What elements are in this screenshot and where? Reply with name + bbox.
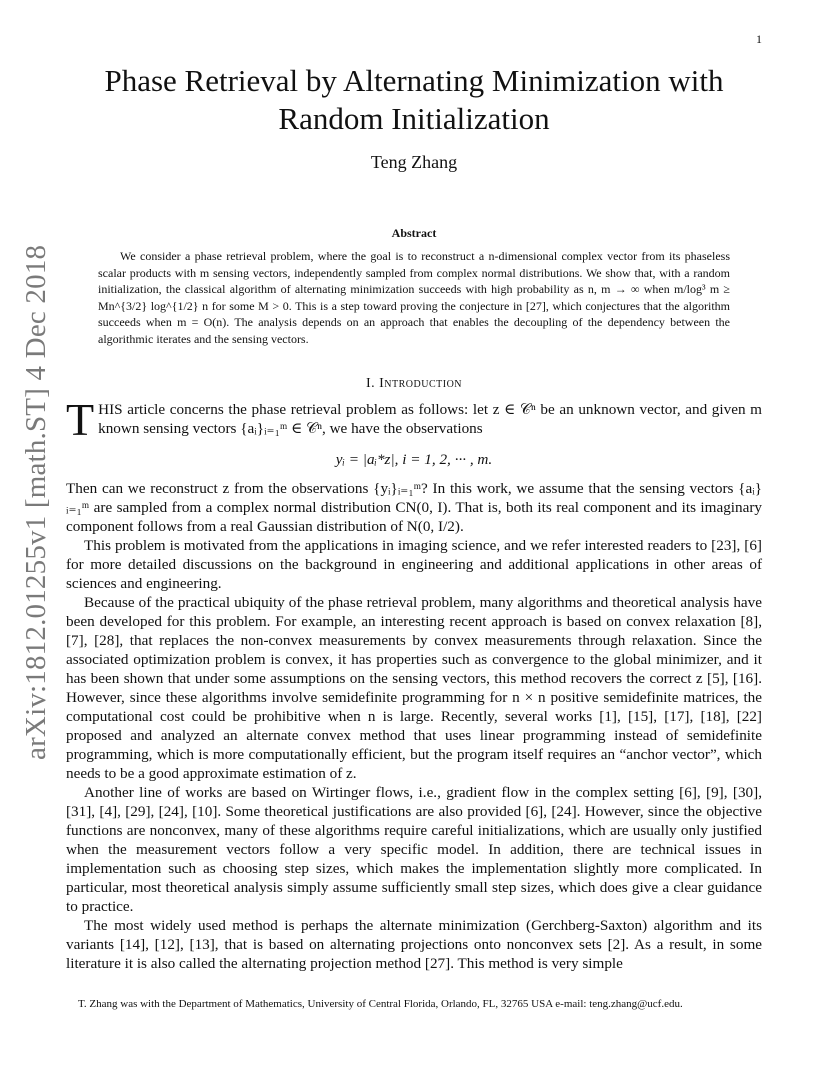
- author-name: Teng Zhang: [370, 152, 458, 172]
- arxiv-identifier: arXiv:1812.01255v1 [math.ST] 4 Dec 2018: [20, 244, 52, 760]
- page-number: 1: [756, 32, 762, 46]
- abstract-text: We consider a phase retrieval problem, where the goal is to reconstruct a n-dimensional complex vector from its phaseless scalar products with m sensing vectors, independently sampled from complex normal distributions. We show that, with a random initialization, the classical algorithm of alternating minimization succeeds with high probability as n, m → ∞ when m/log³ m ≥ Mn^{3/2} log^{1/2} n for some M > 0. This is a step toward proving the conjecture in [27], which conjectures that the algorithm succeeds when m = O(n). The analysis depends on an approach that enables the decoupling of the dependency between the algorithmic iterates and the sensing vectors.: [98, 249, 730, 346]
- abstract-heading: Abstract: [391, 226, 437, 240]
- drop-cap: T: [66, 394, 95, 445]
- paragraph-6: The most widely used method is perhaps the alternate minimization (Gerchberg-Saxton) algorithm and its variants [14], [12], [13], that is based on alternating projections onto nonconvex sets [2]. As a result, in some literature it is also called the alternating projection method [27]. This method is very simple: [66, 917, 762, 972]
- paragraph-1: [66, 394, 762, 445]
- section-title: Introduction: [379, 376, 463, 391]
- paragraph-2: Then can we reconstruct z from the observations {yᵢ}ᵢ₌₁ᵐ? In this work, we assume that the sensing vectors {aᵢ}ᵢ₌₁ᵐ are sampled from a complex normal distribution CN(0, I). That is, both its real component and its imaginary component follows from a real Gaussian distribution of N(0, I/2).: [66, 480, 762, 535]
- paragraph-3: This problem is motivated from the applications in imaging science, and we refer interested readers to [23], [6] for more detailed discussions on the background in engineering and additional applications in other areas of sciences and engineering.: [66, 537, 762, 592]
- paragraph-1-text: HIS article concerns the phase retrieval problem as follows: let z ∈ 𝒞ⁿ be an unknown vector, and given m known sensing vectors {aᵢ}ᵢ₌₁ᵐ ∈ 𝒞ⁿ, we have the observations: [98, 401, 762, 437]
- paper-title: Phase Retrieval by Alternating Minimization with Random Initialization: [104, 63, 724, 136]
- paragraph-4: Because of the practical ubiquity of the phase retrieval problem, many algorithms and theoretical analysis have been developed for this problem. For example, an interesting recent approach is based on convex relaxation [8], [7], [28], that replaces the non-convex measurements by convex measurements through relaxation. Since the associated optimization problem is convex, it has properties such as convergence to the global minimizer, and it has been shown that under some assumptions on the sensing vectors, this method recovers the correct z [5], [16]. However, since these algorithms involve semidefinite programming for n × n positive semidefinite matrices, the computational cost could be prohibitive when n is large. Recently, several works [1], [15], [17], [18], [22] proposed and analyzed an alternate convex method that uses linear programming instead of semidefinite programming, which is more computationally efficient, but the program itself requires an “anchor vector”, which needs to be a good approximate estimation of z.: [66, 594, 762, 782]
- section-number: I.: [365, 376, 376, 391]
- observation-equation: yᵢ = |aᵢ*z|, i = 1, 2, ··· , m.: [335, 451, 493, 468]
- section-heading: [60, 376, 768, 392]
- paragraph-5: Another line of works are based on Wirtinger flows, i.e., gradient flow in the complex setting [6], [9], [30], [31], [4], [29], [24], [10]. Some theoretical justifications are also provided [6], [24]. However, since the objective functions are nonconvex, many of these algorithms require careful initializations, which are usually only justified when the measurement vectors follow a very specific model. In addition, there are technical issues in implementation such as choosing step sizes, which makes the implementation slightly more complicated. In particular, most theoretical analysis simply assume sufficiently small step sizes, which does give a clear guidance to practice.: [66, 784, 762, 915]
- footnote: T. Zhang was with the Department of Mathematics, University of Central Florida, Orlando, FL, 32765 USA e-mail: teng.zhang@ucf.edu.: [78, 998, 683, 1010]
- body-text: [66, 394, 762, 973]
